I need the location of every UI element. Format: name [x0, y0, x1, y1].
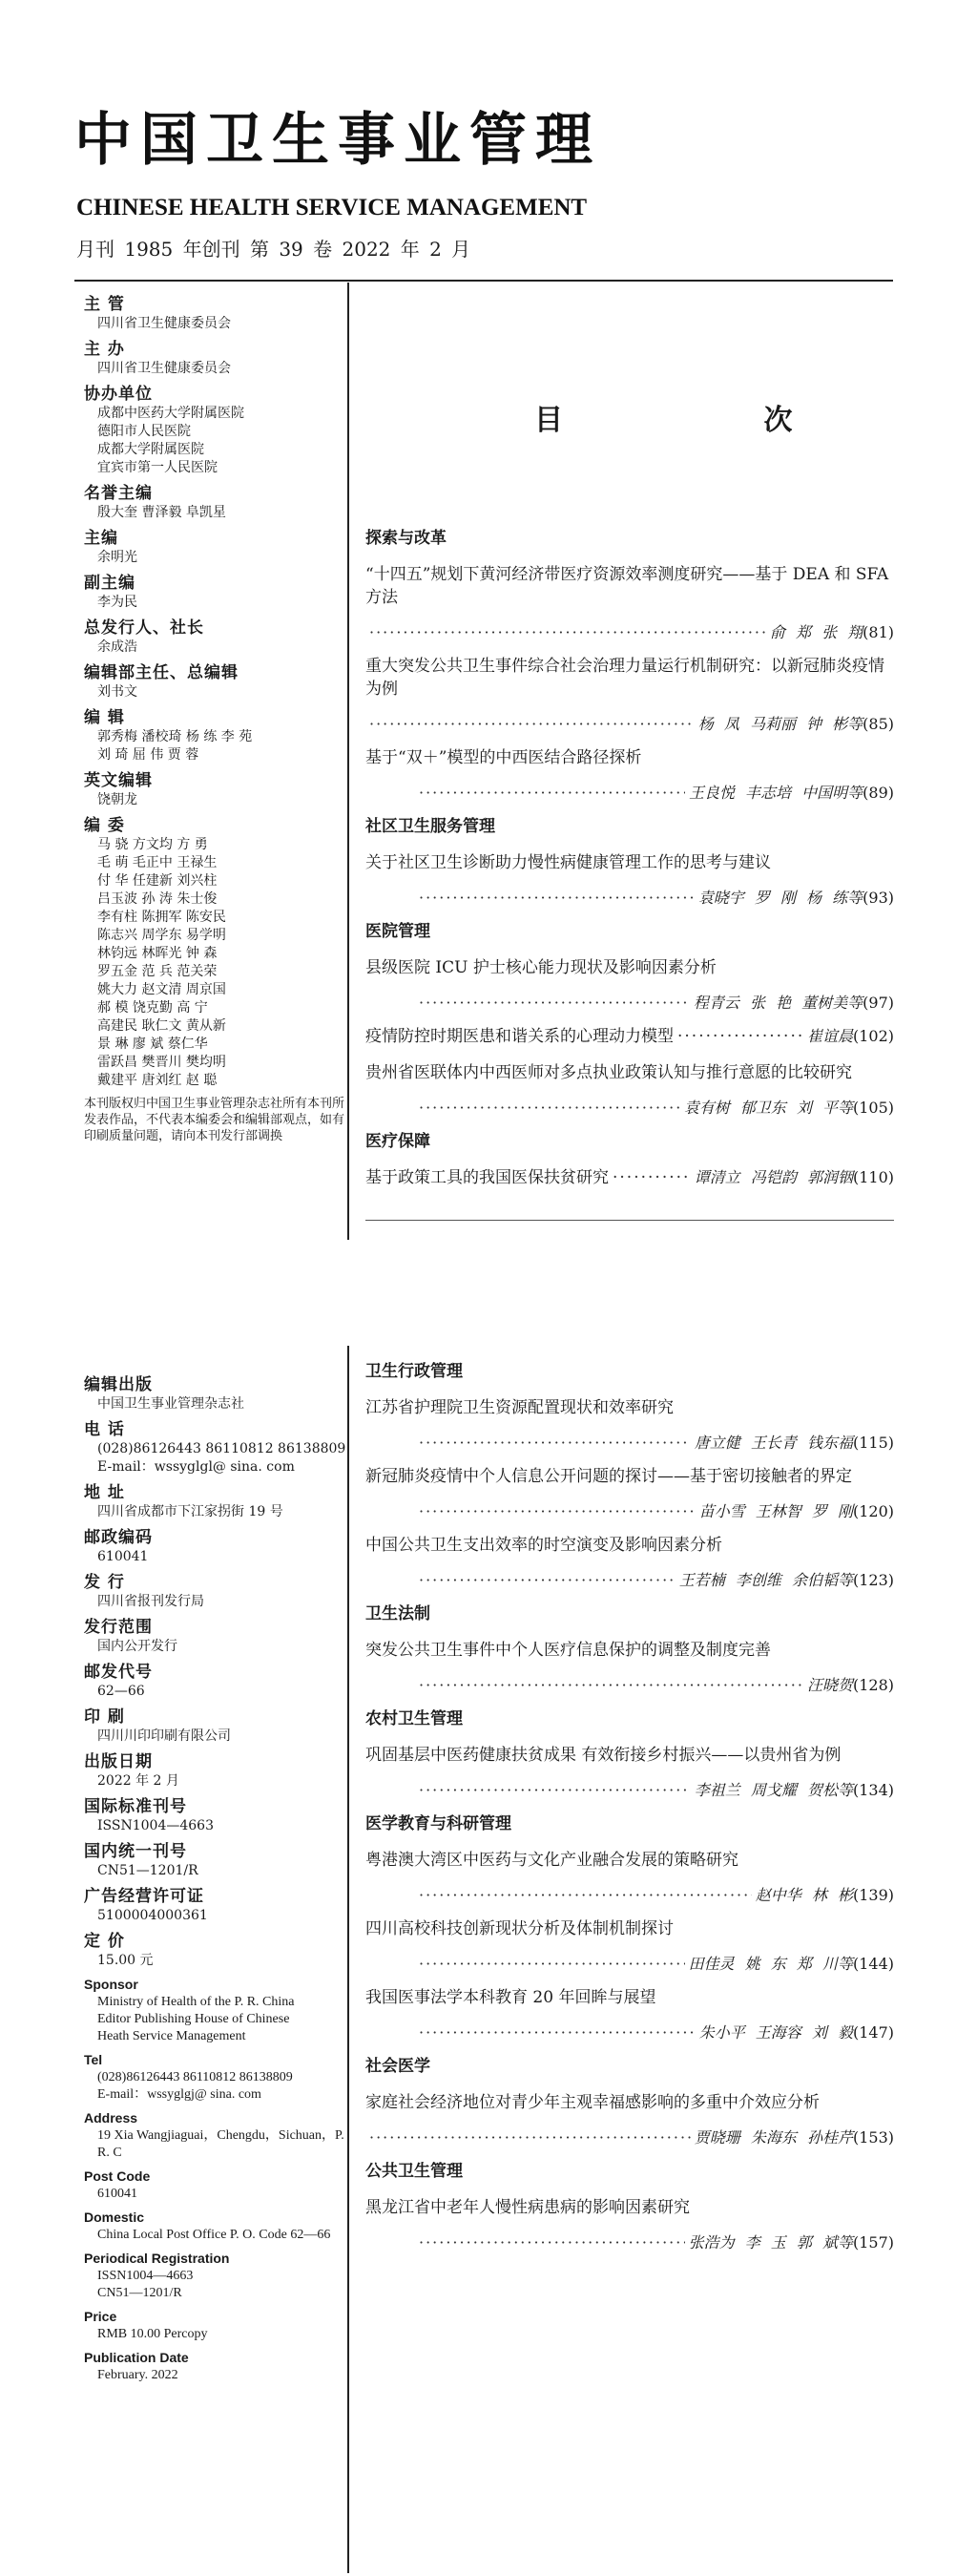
toc-section — [365, 920, 894, 1119]
copyright-note: 本刊版权归中国卫生事业管理杂志社所有本刊所发表作品，不代表本编委会和编辑部观点，如有印刷质量问题，请向本刊发行部调换 — [84, 1097, 345, 1143]
journal-title-cn: 中国卫生事业管理 — [74, 107, 601, 174]
publication-block — [84, 1886, 346, 1925]
toc-section — [365, 1812, 894, 2043]
toc-entry[interactable] — [365, 1534, 894, 1591]
article-authors: 谭清立 冯铠韵 郭润铟 — [694, 1168, 853, 1186]
publication-block — [84, 1707, 346, 1746]
article-title: 关于社区卫生诊断助力慢性病健康管理工作的思考与建议 — [365, 853, 771, 872]
publication-block-en — [84, 2308, 346, 2343]
toc-entry[interactable] — [365, 851, 894, 909]
article-line — [365, 1166, 894, 1189]
article-title: 我国医事法学本科教育 20 年回眸与展望 — [365, 1988, 656, 2007]
toc-section — [365, 527, 894, 804]
sidebar-block — [84, 707, 346, 764]
article-authors: 杨 凤 马莉丽 钟 彬等 — [697, 715, 863, 733]
article-page: (81) — [863, 623, 894, 641]
publication-value: (028)86126443 86110812 86138809 E-mail：wssyglgl@ sina. com — [97, 1441, 346, 1475]
section-title: 卫生法制 — [365, 1604, 430, 1623]
publication-label: 编辑出版 — [84, 1375, 153, 1394]
publication-block — [84, 1527, 346, 1566]
publication-value: 四川省报刊发行局 — [97, 1594, 204, 1609]
article-authors: 贾晓珊 朱海东 孙桂芹 — [694, 2128, 853, 2147]
article-meta — [365, 1570, 894, 1591]
publication-block — [84, 1572, 346, 1611]
article-page: (120) — [852, 1502, 894, 1520]
dot-leader — [419, 1885, 752, 1906]
article-title: 疫情防控时期医患和谐关系的心理动力模型 — [365, 1027, 674, 1046]
sidebar-block — [84, 770, 346, 809]
article-page: (115) — [852, 1434, 894, 1452]
publication-value-en: (028)86126443 86110812 86138809 E-mail：wssyglgj@ sina. com — [97, 2070, 293, 2102]
article-authors: 李祖兰 周戈耀 贺松等 — [694, 1781, 853, 1799]
article-meta — [365, 2022, 894, 2043]
dot-leader — [419, 783, 685, 804]
toc-section — [365, 815, 894, 909]
publication-label-en: Tel — [84, 2052, 103, 2067]
column-divider-top — [347, 283, 349, 1240]
sidebar-block — [84, 618, 346, 657]
article-page: (110) — [852, 1168, 894, 1186]
article-meta — [365, 993, 894, 1014]
sidebar-block — [84, 528, 346, 567]
article-title: 重大突发公共卫生事件综合社会治理力量运行机制研究：以新冠肺炎疫情为例 — [365, 657, 884, 699]
sidebar-value: 马 骁 方文均 方 勇 毛 萌 毛正中 王禄生 付 华 任建新 刘兴柱 吕玉波 孙 涛 朱士俊 李有柱 陈拥军 陈安民 陈志兴 周学东 易学明 林钧远 林晖光 钟 森 罗五金 范 兵 范关荣 姚大力 赵文清 周京国 郝 模 饶克勤 高 宁 高建民 耿仁文 黄从新 景 琳 廖 斌 蔡仁华 雷跃昌 樊晋川 樊均明 戴建平 唐刘红 赵 聪 — [97, 837, 226, 1088]
publication-label: 国际标准刊号 — [84, 1797, 187, 1816]
sidebar-publication-info — [84, 1374, 346, 2390]
dot-leader — [419, 1433, 691, 1454]
dot-leader — [419, 993, 690, 1014]
sidebar-editorial — [84, 294, 346, 1144]
publication-block-en — [84, 2349, 346, 2384]
section-title: 医学教育与科研管理 — [365, 1814, 511, 1833]
article-meta — [365, 622, 894, 643]
toc-entry[interactable] — [365, 2196, 894, 2253]
article-title: 江苏省护理院卫生资源配置现状和效率研究 — [365, 1398, 674, 1417]
dot-leader — [419, 1954, 685, 1975]
toc-entry[interactable] — [365, 956, 894, 1014]
sidebar-block — [84, 384, 346, 477]
toc-end-rule — [365, 1220, 894, 1221]
toc-top — [365, 527, 894, 1203]
article-page: (128) — [852, 1676, 894, 1694]
sidebar-label: 主 管 — [84, 295, 125, 314]
dot-leader — [419, 1098, 680, 1119]
toc-section — [365, 2160, 894, 2253]
article-authors: 朱小平 王海容 刘 毅 — [698, 2023, 853, 2042]
sidebar-label: 编 委 — [84, 816, 125, 835]
article-page: (89) — [863, 784, 894, 802]
sidebar-block — [84, 339, 346, 378]
sidebar-label: 主编 — [84, 529, 118, 548]
publication-block — [84, 1419, 346, 1476]
publication-value-en: 610041 — [97, 2187, 137, 2201]
article-meta — [365, 714, 894, 735]
publication-value: ISSN1004—4663 — [97, 1818, 214, 1833]
article-title: 基于政策工具的我国医保扶贫研究 — [365, 1168, 609, 1187]
section-title: 医院管理 — [365, 922, 430, 941]
article-authors: 汪晓贺 — [806, 1676, 853, 1694]
article-title: 家庭社会经济地位对青少年主观幸福感影响的多重中介效应分析 — [365, 2093, 820, 2112]
dot-leader — [419, 2232, 685, 2253]
article-authors: 赵中华 林 彬 — [755, 1886, 853, 1904]
sidebar-label: 编辑部主任、总编辑 — [84, 663, 239, 682]
publication-block-en — [84, 1976, 346, 2045]
publication-value: 四川省成都市下江家拐街 19 号 — [97, 1504, 283, 1519]
publication-block-en — [84, 2051, 346, 2104]
article-meta — [365, 1675, 894, 1696]
sidebar-block — [84, 294, 346, 333]
article-title: 粤港澳大湾区中医药与文化产业融合发展的策略研究 — [365, 1851, 738, 1870]
dot-leader — [419, 888, 695, 909]
sidebar-label: 名誉主编 — [84, 484, 153, 503]
sidebar-value: 四川省卫生健康委员会 — [97, 316, 231, 331]
publication-value: 2022 年 2 月 — [97, 1773, 179, 1789]
article-authors: 张浩为 李 玉 郭 斌等 — [688, 2233, 853, 2251]
dot-leader — [419, 1501, 696, 1522]
toc-entry[interactable] — [365, 2091, 894, 2148]
publication-block — [84, 1617, 346, 1656]
publication-value: 15.00 元 — [97, 1953, 154, 1968]
article-title: 新冠肺炎疫情中个人信息公开问题的探讨——基于密切接触者的界定 — [365, 1467, 852, 1486]
article-meta — [365, 1433, 894, 1454]
publication-value-en: RMB 10.00 Percopy — [97, 2327, 208, 2341]
section-title: 社会医学 — [365, 2057, 430, 2076]
article-page: (157) — [852, 2233, 894, 2251]
sidebar-label: 副主编 — [84, 574, 135, 593]
dot-leader — [369, 2127, 691, 2148]
toc-entry[interactable] — [365, 563, 894, 643]
article-page: (102) — [852, 1027, 894, 1045]
publication-block-en — [84, 2250, 346, 2302]
article-page: (139) — [852, 1886, 894, 1904]
sidebar-value: 刘书文 — [97, 684, 137, 700]
sidebar-label: 协办单位 — [84, 385, 153, 404]
toc-section — [365, 1707, 894, 1801]
publication-label: 定 价 — [84, 1932, 125, 1951]
article-meta — [365, 1098, 894, 1119]
publication-value: 四川川印印刷有限公司 — [97, 1728, 231, 1744]
column-divider-bottom — [347, 1346, 349, 2573]
dot-leader — [419, 1675, 803, 1696]
journal-title-en: CHINESE HEALTH SERVICE MANAGEMENT — [76, 195, 588, 220]
dot-leader — [369, 714, 695, 735]
sidebar-value: 余明光 — [97, 550, 137, 565]
sidebar-value: 四川省卫生健康委员会 — [97, 361, 231, 376]
publication-block — [84, 1482, 346, 1521]
article-meta — [365, 783, 894, 804]
dot-leader — [419, 1570, 676, 1591]
publication-block — [84, 1796, 346, 1835]
issue-line: 月刊 1985 年创刊 第 39 卷 2022 年 2 月 — [76, 238, 471, 261]
section-title: 医疗保障 — [365, 1132, 430, 1151]
publication-label: 发行范围 — [84, 1618, 153, 1637]
article-authors: 王良悦 丰志培 中国明等 — [688, 784, 863, 802]
publication-value: 中国卫生事业管理杂志社 — [97, 1396, 244, 1412]
article-authors: 王若楠 李创维 余伯韬等 — [678, 1571, 853, 1589]
sidebar-value: 郭秀梅 潘校琦 杨 练 李 苑 刘 琦 屈 伟 贾 蓉 — [97, 729, 253, 763]
toc-section — [365, 2055, 894, 2148]
publication-label: 广告经营许可证 — [84, 1887, 204, 1906]
article-meta — [365, 888, 894, 909]
publication-label-en: Domestic — [84, 2209, 145, 2225]
publication-value: CN51—1201/R — [97, 1863, 198, 1878]
publication-label: 国内统一刊号 — [84, 1842, 187, 1861]
article-authors: 崔谊晨 — [806, 1027, 853, 1045]
publication-label-en: Periodical Registration — [84, 2251, 230, 2266]
article-page: (93) — [863, 889, 894, 907]
dot-leader — [613, 1166, 691, 1189]
toc-entry[interactable] — [365, 1639, 894, 1696]
article-line — [365, 1025, 894, 1048]
publication-value: 国内公开发行 — [97, 1639, 177, 1654]
publication-block — [84, 1662, 346, 1701]
publication-label: 出版日期 — [84, 1752, 153, 1771]
sidebar-block — [84, 662, 346, 702]
article-page: (85) — [863, 715, 894, 733]
section-title: 卫生行政管理 — [365, 1362, 463, 1381]
article-title: 突发公共卫生事件中个人医疗信息保护的调整及制度完善 — [365, 1641, 771, 1660]
article-page: (123) — [852, 1571, 894, 1589]
article-meta — [365, 2127, 894, 2148]
toc-entry[interactable] — [365, 1986, 894, 2043]
article-authors: 袁有树 郁卫东 刘 平等 — [683, 1099, 853, 1117]
article-title: 贵州省医联体内中西医师对多点执业政策认知与推行意愿的比较研究 — [365, 1063, 852, 1082]
publication-label: 邮政编码 — [84, 1528, 153, 1547]
article-page: (147) — [852, 2023, 894, 2042]
publication-label-en: Publication Date — [84, 2350, 189, 2365]
sidebar-label: 总发行人、社长 — [84, 618, 204, 638]
sidebar-block — [84, 815, 346, 1090]
publication-block — [84, 1931, 346, 1970]
sidebar-label: 英文编辑 — [84, 771, 153, 790]
sidebar-block — [84, 573, 346, 612]
publication-value: 62—66 — [97, 1684, 145, 1699]
dot-leader — [419, 1780, 691, 1801]
article-page: (153) — [852, 2128, 894, 2147]
publication-label: 地 址 — [84, 1483, 125, 1502]
toc-entry[interactable] — [365, 1744, 894, 1801]
publication-value-en: 19 Xia Wangjiaguai，Chengdu，Sichuan，P. R. C — [97, 2128, 344, 2160]
publication-label: 印 刷 — [84, 1707, 125, 1727]
article-authors: 俞 郑 张 翔 — [769, 623, 863, 641]
toc-section — [365, 1360, 894, 1591]
publication-label-en: Post Code — [84, 2168, 151, 2184]
publication-block — [84, 1751, 346, 1791]
article-page: (144) — [852, 1955, 894, 1973]
publication-block-en — [84, 2168, 346, 2203]
publication-block-en — [84, 2209, 346, 2244]
toc-bottom — [365, 1360, 894, 2265]
section-title: 社区卫生服务管理 — [365, 817, 495, 836]
article-title: 四川高校科技创新现状分析及体制机制探讨 — [365, 1919, 674, 1938]
article-page: (97) — [863, 994, 894, 1012]
sidebar-value: 成都中医药大学附属医院 德阳市人民医院 成都大学附属医院 宜宾市第一人民医院 — [97, 406, 244, 475]
publication-value: 610041 — [97, 1549, 149, 1564]
toc-entry[interactable] — [365, 1396, 894, 1454]
publication-value-en: Ministry of Health of the P. R. China Editor Publishing House of Chinese Heath Service Management — [97, 1995, 295, 2043]
article-title: 中国公共卫生支出效率的时空演变及影响因素分析 — [365, 1536, 722, 1555]
publication-value: 5100004000361 — [97, 1908, 208, 1923]
toc-entry[interactable] — [365, 1849, 894, 1906]
publication-label-en: Address — [84, 2110, 138, 2126]
section-title: 探索与改革 — [365, 529, 447, 548]
toc-entry[interactable] — [365, 746, 894, 804]
article-authors: 袁晓宇 罗 刚 杨 练等 — [697, 889, 863, 907]
dot-leader — [419, 2022, 696, 2043]
toc-section — [365, 1602, 894, 1696]
article-title: “十四五”规划下黄河经济带医疗资源效率测度研究——基于 DEA 和 SFA 方法 — [365, 565, 889, 607]
article-meta — [365, 1501, 894, 1522]
sidebar-value: 殷大奎 曹泽毅 阜凯星 — [97, 505, 226, 520]
article-meta — [365, 1780, 894, 1801]
publication-value-en: China Local Post Office P. O. Code 62—66 — [97, 2228, 331, 2242]
article-page: (134) — [852, 1781, 894, 1799]
masthead-rule — [74, 280, 893, 282]
sidebar-block — [84, 483, 346, 522]
toc-entry[interactable] — [365, 1465, 894, 1522]
toc-entry[interactable] — [365, 1917, 894, 1975]
section-title: 农村卫生管理 — [365, 1709, 463, 1728]
sidebar-label: 编 辑 — [84, 708, 125, 727]
publication-label: 发 行 — [84, 1573, 125, 1592]
article-title: 基于“双＋”模型的中西医结合路径探析 — [365, 748, 642, 767]
publication-block — [84, 1374, 346, 1414]
publication-label: 电 话 — [84, 1420, 125, 1439]
article-meta — [365, 1885, 894, 1906]
article-meta — [365, 1954, 894, 1975]
publication-block — [84, 1841, 346, 1880]
article-authors: 唐立健 王长青 钱东福 — [694, 1434, 853, 1452]
toc-entry[interactable] — [365, 1025, 894, 1048]
article-page: (105) — [852, 1099, 894, 1117]
sidebar-value: 饶朝龙 — [97, 792, 137, 807]
toc-entry[interactable] — [365, 655, 894, 735]
publication-label-en: Price — [84, 2309, 117, 2324]
publication-block-en — [84, 2109, 346, 2162]
article-title: 县级医院 ICU 护士核心能力现状及影响因素分析 — [365, 958, 717, 977]
article-authors: 程青云 张 艳 董树美等 — [693, 994, 863, 1012]
sidebar-label: 主 办 — [84, 340, 125, 359]
toc-section — [365, 1130, 894, 1189]
sidebar-value: 李为民 — [97, 595, 137, 610]
publication-label-en: Sponsor — [84, 1977, 138, 1992]
article-title: 巩固基层中医药健康扶贫成果 有效衔接乡村振兴——以贵州省为例 — [365, 1746, 842, 1765]
article-authors: 苗小雪 王林智 罗 刚 — [698, 1502, 853, 1520]
dot-leader — [369, 622, 766, 643]
publication-label: 邮发代号 — [84, 1663, 153, 1682]
sidebar-value: 余成浩 — [97, 639, 137, 655]
toc-entry[interactable] — [365, 1166, 894, 1189]
toc-heading: 目 次 — [534, 404, 888, 437]
publication-value-en: February. 2022 — [97, 2368, 178, 2382]
section-title: 公共卫生管理 — [365, 2162, 463, 2181]
article-authors: 田佳灵 姚 东 郑 川等 — [688, 1955, 853, 1973]
article-meta — [365, 2232, 894, 2253]
article-title: 黑龙江省中老年人慢性病患病的影响因素研究 — [365, 2198, 690, 2217]
toc-entry[interactable] — [365, 1061, 894, 1119]
publication-value-en: ISSN1004—4663 CN51—1201/R — [97, 2269, 194, 2300]
dot-leader — [677, 1025, 803, 1048]
